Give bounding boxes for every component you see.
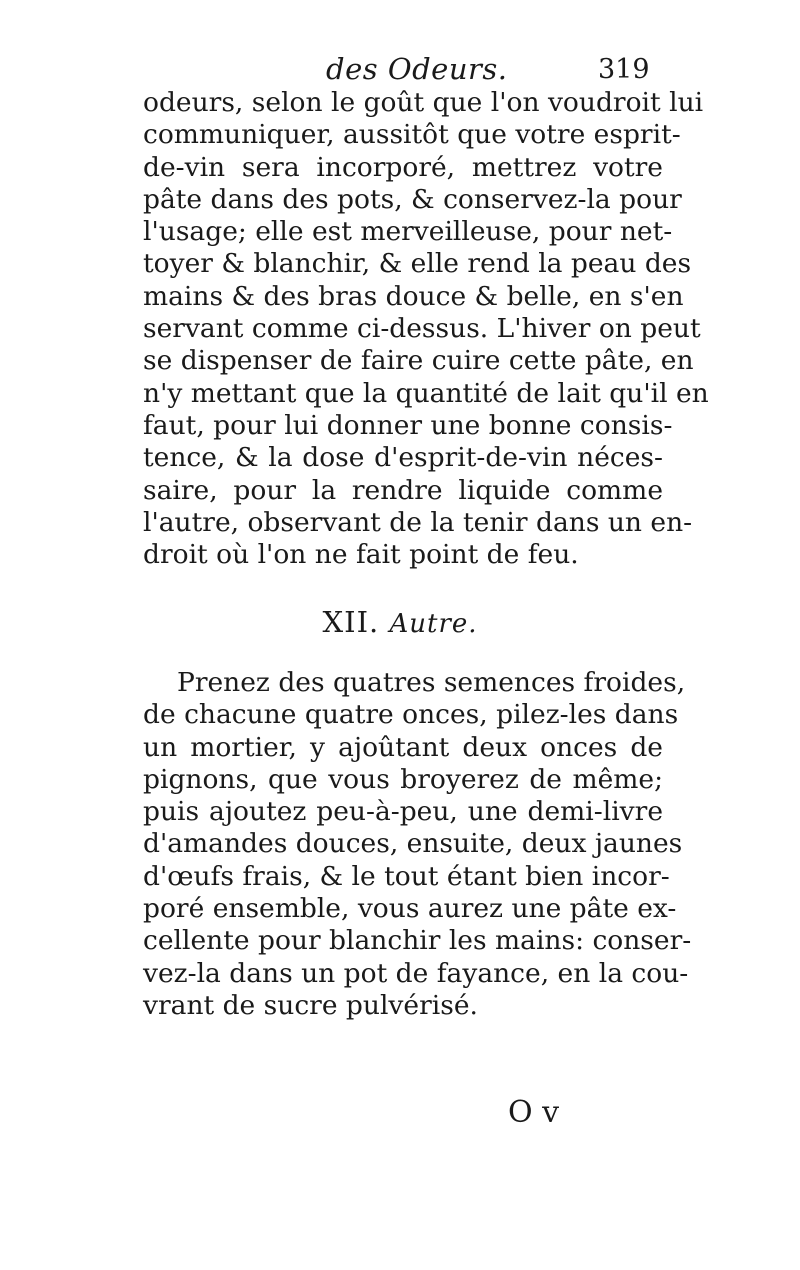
text-line: l'autre, observant de la tenir dans un en-: [143, 506, 693, 538]
text-line: toyer & blanchir, & elle rend la peau des: [143, 248, 692, 280]
text-line: l'usage; elle est merveilleuse, pour net-: [143, 216, 673, 248]
text-line: de-vin sera incorporé, mettrez votre: [143, 151, 663, 183]
text-line: tence, & la dose d'esprit-de-vin néces-: [143, 442, 663, 474]
text-line: d'œufs frais, & le tout étant bien incor-: [143, 860, 670, 892]
text-line: poré ensemble, vous aurez une pâte ex-: [143, 893, 677, 925]
text-line: un mortier, y ajoûtant deux onces de: [143, 731, 663, 763]
text-line: cellente pour blanchir les mains: conser-: [143, 925, 692, 957]
text-line: odeurs, selon le goût que l'on voudroit lui: [143, 87, 704, 118]
text-line: n'y mettant que la quantité de lait qu'il en: [143, 377, 709, 409]
text-line: saire, pour la rendre liquide comme: [143, 474, 663, 506]
text-line: de chacune quatre onces, pilez-les dans: [143, 699, 679, 731]
text-line: d'amandes douces, ensuite, deux jaunes: [143, 828, 683, 860]
text-line: puis ajoutez peu-à-peu, une demi-livre: [143, 796, 663, 828]
text-line: droit où l'on ne fait point de feu.: [143, 539, 579, 571]
running-title: des Odeurs.: [326, 52, 508, 86]
section-separator: .: [369, 605, 380, 639]
text-line: pâte dans des pots, & conservez-la pour: [143, 183, 682, 215]
text-line: pignons, que vous broyerez de même;: [143, 763, 663, 795]
section-title: Autre.: [389, 609, 478, 639]
text-line: se dispenser de faire cuire cette pâte, en: [143, 345, 694, 377]
text-line: vez-la dans un pot de fayance, en la cou-: [143, 957, 689, 989]
catchword: O v: [508, 1095, 560, 1130]
text-line: servant comme ci-dessus. L'hiver on peut: [143, 313, 701, 345]
paragraph-recipe: [143, 667, 692, 1022]
running-head: [140, 52, 660, 92]
text-line: communiquer, aussitôt que votre esprit-: [143, 119, 681, 151]
text-line: faut, pour lui donner une bonne consis-: [143, 409, 673, 441]
text-line: vrant de sucre pulvérisé.: [143, 989, 478, 1021]
section-number: XII: [322, 605, 370, 639]
text-line: mains & des bras douce & belle, en s'en: [143, 280, 684, 312]
text-line: Prenez des quatres semences froides,: [177, 667, 686, 698]
section-heading: [140, 605, 660, 639]
paragraph-continued: [143, 87, 709, 571]
page-number: 319: [598, 54, 650, 85]
